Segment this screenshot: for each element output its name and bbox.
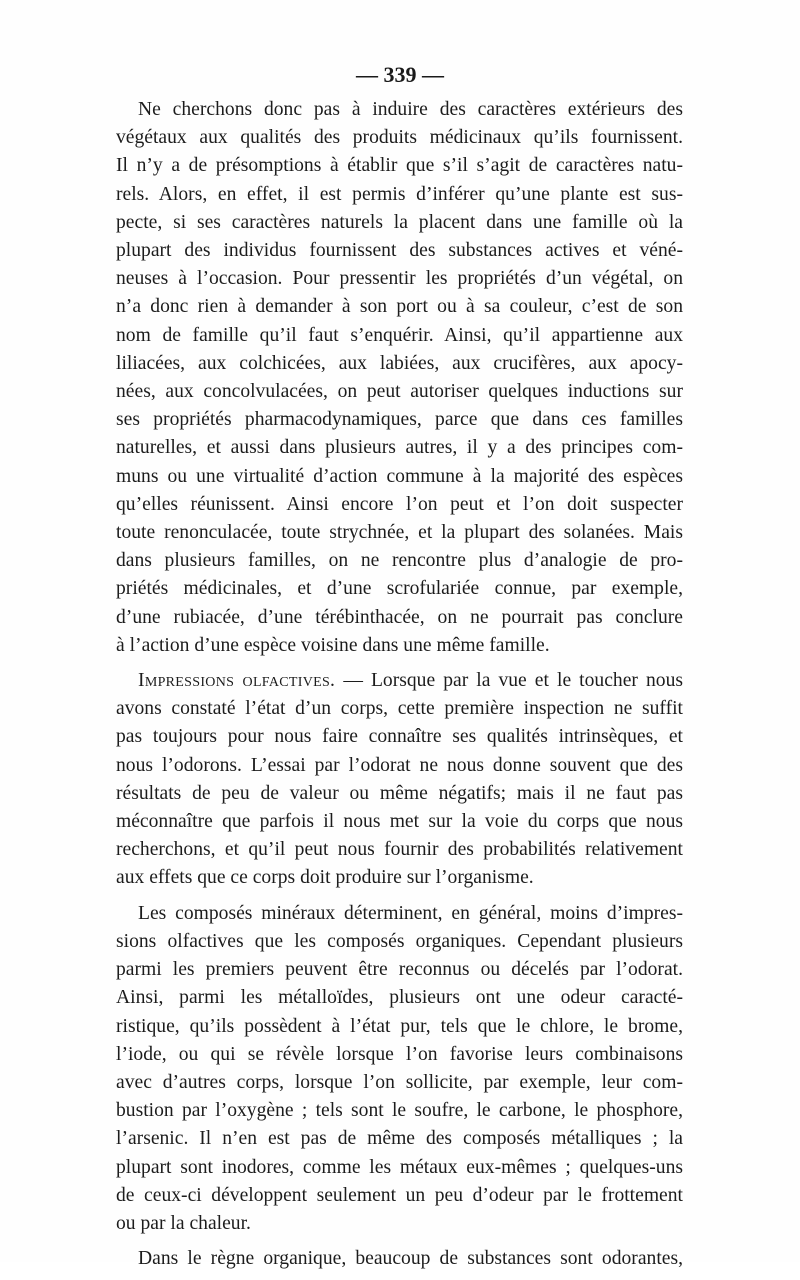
text-line: aux effets que ce corps doit produire sur l’organisme.: [116, 867, 534, 889]
text-line: Ne cherchons donc pas à induire des caractères extérieurs des: [138, 99, 683, 120]
section-heading: Impressions olfactives.: [138, 670, 336, 692]
text-line: [116, 667, 683, 695]
text-line: Ainsi, parmi les métalloïdes, plusieurs ont une odeur caracté-: [116, 987, 683, 1009]
paragraph-1: [116, 96, 683, 660]
text-line: priétés médicinales, et d’une scrofulariée connue, par exemple,: [116, 578, 683, 600]
text-line: Les composés minéraux déterminent, en général, moins d’impres-: [138, 902, 683, 924]
paragraph-4: [116, 1245, 683, 1273]
text-line: muns ou une virtualité d’action commune à la majorité des espèces: [116, 465, 683, 487]
text-line: nom de famille qu’il faut s’enquérir. Ainsi, qu’il appartienne aux: [116, 324, 683, 346]
text-line: qu’elles réunissent. Ainsi encore l’on peut et l’on doit suspecter: [116, 493, 683, 515]
text-line: nous l’odorons. L’essai par l’odorat ne nous donne souvent que des: [116, 754, 683, 776]
text-line: pas toujours pour nous faire connaître ses qualités intrinsèques, et: [116, 726, 683, 748]
text-line: toute renonculacée, toute strychnée, et la plupart des solanées. Mais: [116, 522, 683, 544]
body-text: [116, 96, 683, 1280]
text-line: végétaux aux qualités des produits médicinaux qu’ils fournissent.: [116, 127, 683, 149]
text-line: rels. Alors, en effet, il est permis d’inférer qu’une plante est sus-: [116, 183, 683, 205]
text-line: méconnaître que parfois il nous met sur la voie du corps que nous: [116, 811, 683, 833]
page-number: — 339 —: [356, 62, 444, 87]
text-line: avec d’autres corps, lorsque l’on sollicite, par exemple, leur com-: [116, 1071, 683, 1093]
text-line: l’arsenic. Il n’en est pas de même des composés métalliques ; la: [116, 1128, 683, 1150]
text-line: plupart sont inodores, comme les métaux eux-mêmes ; quelques-uns: [116, 1156, 683, 1178]
text-line: de ceux-ci développent seulement un peu d’odeur par le frottement: [116, 1184, 683, 1206]
paragraph-3: [116, 900, 683, 1238]
text-line: nées, aux concolvulacées, on peut autoriser quelques inductions sur: [116, 381, 683, 403]
text-line: plupart des individus fournissent des substances actives et véné-: [116, 240, 683, 262]
text-line: parmi les premiers peuvent être reconnus ou décelés par l’odorat.: [116, 959, 683, 981]
text-line: pecte, si ses caractères naturels la placent dans une famille où la: [116, 211, 683, 233]
text-line-rest: — Lorsque par la vue et le toucher nous: [335, 670, 683, 692]
text-line: d’une rubiacée, d’une térébinthacée, on ne pourrait pas conclure: [116, 606, 683, 628]
text-line: à l’action d’une espèce voisine dans une même famille.: [116, 634, 550, 656]
text-line: liliacées, aux colchicées, aux labiées, aux crucifères, aux apocy-: [116, 352, 683, 374]
text-line: sions olfactives que les composés organiques. Cependant plusieurs: [116, 930, 683, 952]
text-line: bustion par l’oxygène ; tels sont le soufre, le carbone, le phosphore,: [116, 1100, 683, 1122]
text-line: neuses à l’occasion. Pour pressentir les propriétés d’un végétal, on: [116, 268, 683, 290]
text-line: Il n’y a de présomptions à établir que s’il s’agit de caractères natu-: [116, 155, 683, 177]
text-line: résultats de peu de valeur ou même négatifs; mais il ne faut pas: [116, 782, 683, 804]
text-line: naturelles, et aussi dans plusieurs autres, il y a des principes com-: [116, 437, 683, 459]
text-line: dans plusieurs familles, on ne rencontre plus d’analogie de pro-: [116, 550, 683, 572]
text-line: ou par la chaleur.: [116, 1212, 251, 1234]
text-line: Dans le règne organique, beaucoup de substances sont odorantes,: [138, 1248, 683, 1270]
text-line: avons constaté l’état d’un corps, cette première inspection ne suffit: [116, 698, 683, 720]
text-line: ses propriétés pharmacodynamiques, parce que dans ces familles: [116, 409, 683, 431]
text-line: l’iode, ou qui se révèle lorsque l’on favorise leurs combinaisons: [116, 1043, 683, 1065]
text-line: n’a donc rien à demander à son port ou à sa couleur, c’est de son: [116, 296, 683, 318]
paragraph-2: [116, 667, 683, 893]
text-line: recherchons, et qu’il peut nous fournir des probabilités relativement: [116, 839, 683, 861]
text-line: ristique, qu’ils possèdent à l’état pur, tels que le chlore, le brome,: [116, 1015, 683, 1037]
